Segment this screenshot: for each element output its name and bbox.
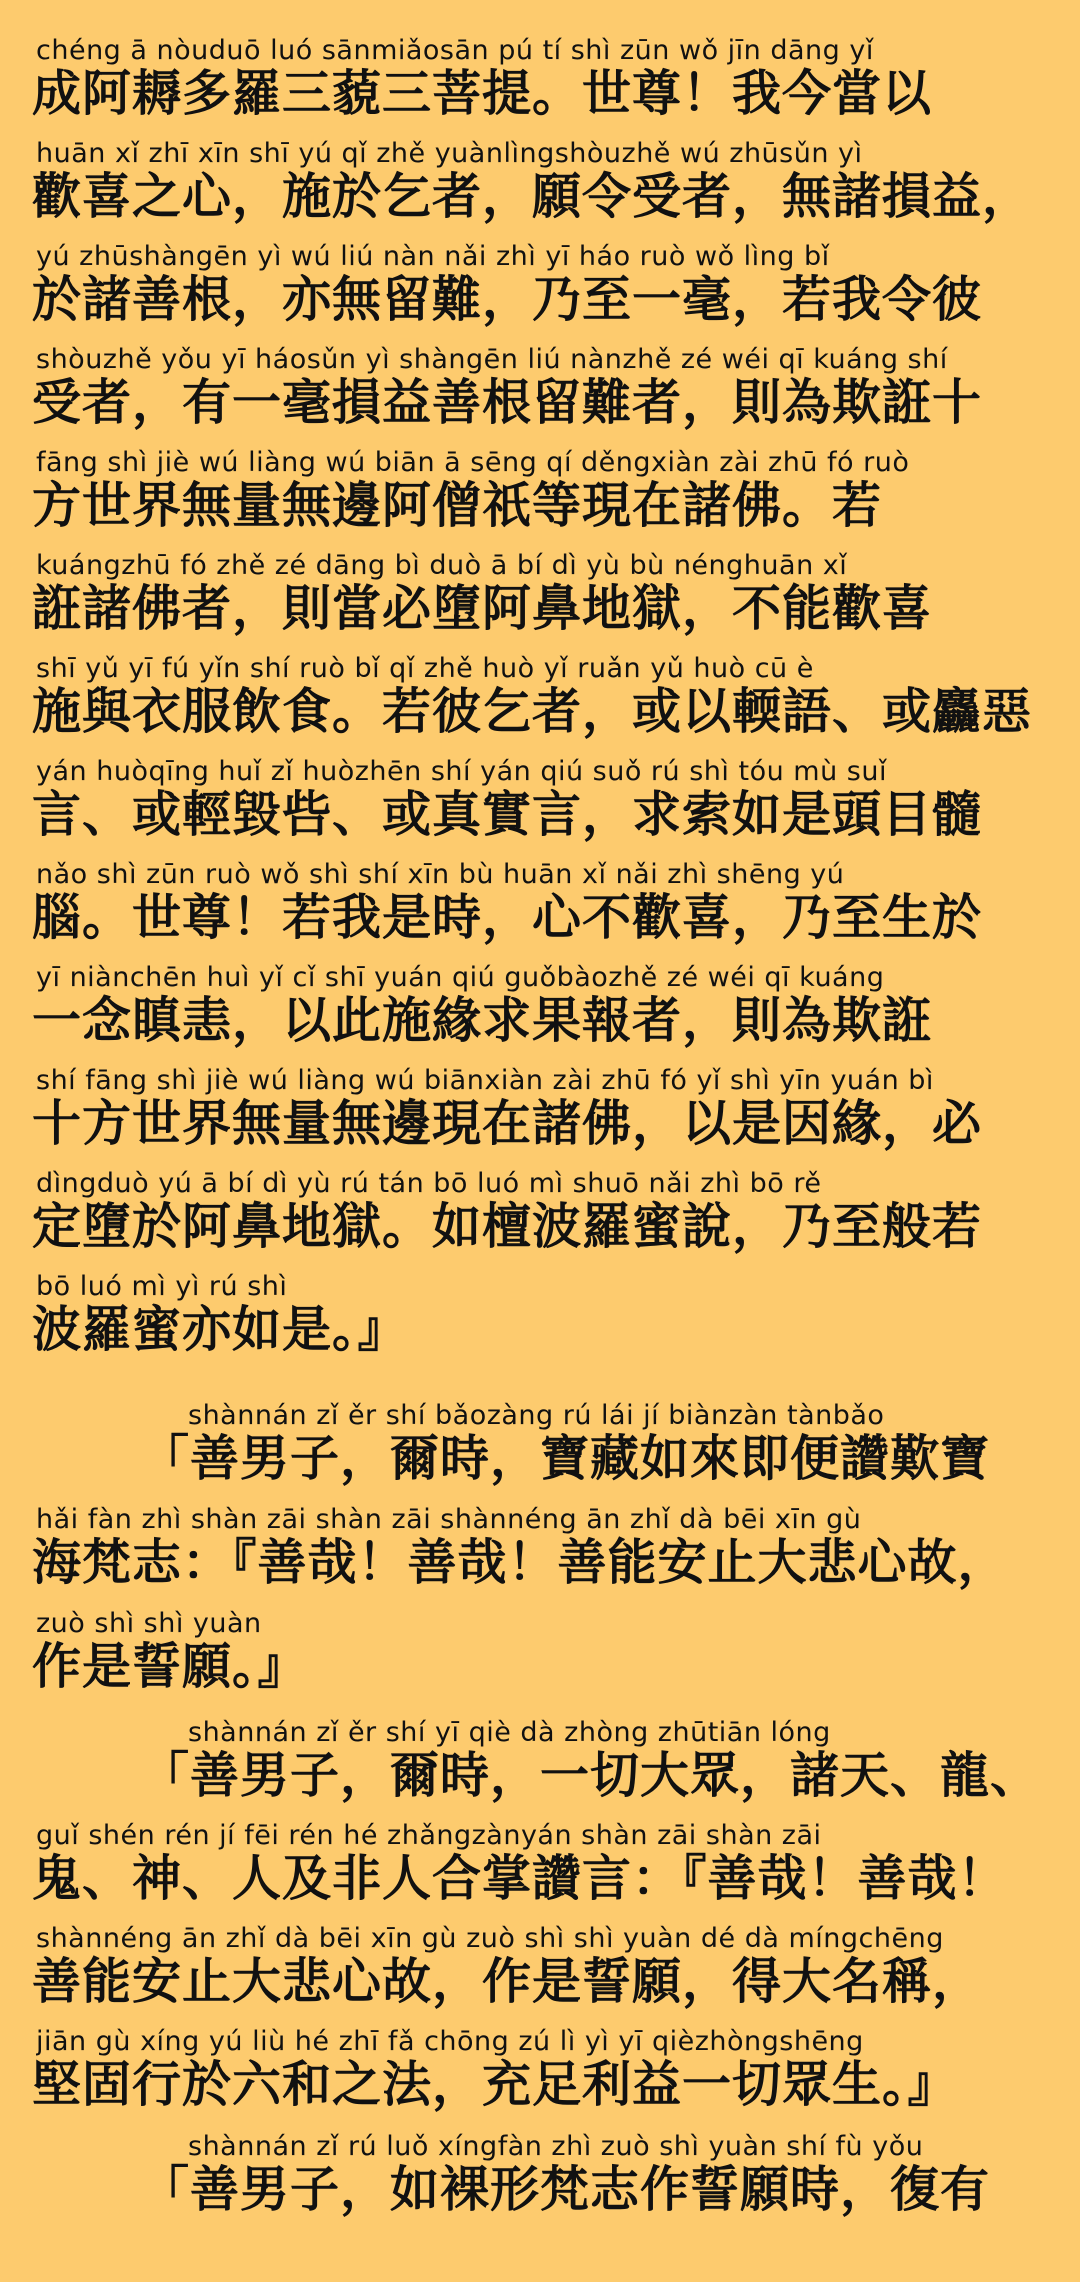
pinyin-row: dìngduò yú ā bí dì yù rú tán bō luó mì shuō nǎi zhì bō rě [36, 1168, 822, 1199]
chinese-row: 言、或輕毀呰、或真實言，求索如是頭目髓 [32, 786, 983, 843]
pinyin-row: shī yǔ yī fú yǐn shí ruò bǐ qǐ zhě huò yǐ ruǎn yǔ huò cū è [36, 653, 814, 684]
chinese-row: 歡喜之心，施於乞者，願令受者，無諸損益， [32, 168, 1033, 225]
chinese-row: 受者，有一毫損益善根留難者，則為欺誑十 [32, 374, 983, 431]
pinyin-row: shànnán zǐ ěr shí bǎozàng rú lái jí biànzàn tànbǎo [188, 1400, 885, 1431]
pinyin-row: kuángzhū fó zhě zé dāng bì duò ā bí dì yù bù nénghuān xǐ [36, 550, 848, 581]
pinyin-row: shànnán zǐ rú luǒ xíngfàn zhì zuò shì yuàn shí fù yǒu [188, 2131, 924, 2162]
pinyin-row: fāng shì jiè wú liàng wú biān ā sēng qí děngxiàn zài zhū fó ruò [36, 447, 910, 478]
pinyin-row: guǐ shén rén jí fēi rén hé zhǎngzànyán shàn zāi shàn zāi [36, 1820, 822, 1851]
chinese-row: 堅固行於六和之法，充足利益一切眾生。』 [32, 2056, 958, 2113]
pinyin-row: shànnéng ān zhǐ dà bēi xīn gù zuò shì shì yuàn dé dà míngchēng [36, 1923, 944, 1954]
chinese-row: 海梵志：『善哉！善哉！善能安止大悲心故， [32, 1534, 1008, 1591]
chinese-row: 於諸善根，亦無留難，乃至一毫，若我令彼 [32, 271, 983, 328]
chinese-row: 十方世界無量無邊現在諸佛，以是因緣，必 [32, 1095, 983, 1152]
pinyin-row: bō luó mì yì rú shì [36, 1271, 288, 1302]
chinese-row: 方世界無量無邊阿僧祇等現在諸佛。若 [32, 477, 883, 534]
chinese-row: 誑諸佛者，則當必墮阿鼻地獄，不能歡喜 [32, 580, 933, 637]
pinyin-row: huān xǐ zhī xīn shī yú qǐ zhě yuànlìngshòuzhě wú zhūsǔn yì [36, 138, 863, 169]
chinese-row: 善能安止大悲心故，作是誓願，得大名稱， [32, 1953, 983, 2010]
chinese-row: 作是誓願。』 [32, 1638, 308, 1695]
chinese-row: 「善男子，爾時，寶藏如來即便讚歎寶 [140, 1430, 991, 1487]
chinese-row: 波羅蜜亦如是。』 [32, 1301, 408, 1358]
chinese-row: 一念瞋恚，以此施緣求果報者，則為欺誑 [32, 992, 933, 1049]
pinyin-row: jiān gù xíng yú liù hé zhī fǎ chōng zú lì yì yī qièzhòngshēng [36, 2026, 864, 2057]
pinyin-row: zuò shì shì yuàn [36, 1608, 262, 1639]
chinese-row: 「善男子，如裸形梵志作誓願時，復有 [140, 2161, 991, 2218]
pinyin-row: shànnán zǐ ěr shí yī qiè dà zhòng zhūtiān lóng [188, 1717, 831, 1748]
chinese-row: 鬼、神、人及非人合掌讚言：『善哉！善哉！ [32, 1850, 1008, 1907]
chinese-row: 成阿耨多羅三藐三菩提。世尊！我今當以 [32, 65, 933, 122]
pinyin-row: chéng ā nòuduō luó sānmiǎosān pú tí shì zūn wǒ jīn dāng yǐ [36, 35, 874, 66]
chinese-row: 施與衣服飲食。若彼乞者，或以輭語、或麤惡 [32, 683, 1033, 740]
chinese-row: 腦。世尊！若我是時，心不歡喜，乃至生於 [32, 889, 983, 946]
pinyin-row: yú zhūshàngēn yì wú liú nàn nǎi zhì yī háo ruò wǒ lìng bǐ [36, 241, 830, 272]
chinese-row: 「善男子，爾時，一切大眾，諸天、龍、 [140, 1747, 1041, 1804]
pinyin-row: shòuzhě yǒu yī háosǔn yì shàngēn liú nànzhě zé wéi qī kuáng shí [36, 344, 948, 375]
chinese-row: 定墮於阿鼻地獄。如檀波羅蜜說，乃至般若 [32, 1198, 983, 1255]
pinyin-row: shí fāng shì jiè wú liàng wú biānxiàn zài zhū fó yǐ shì yīn yuán bì [36, 1065, 934, 1096]
pinyin-row: nǎo shì zūn ruò wǒ shì shí xīn bù huān xǐ nǎi zhì shēng yú [36, 859, 845, 890]
pinyin-row: yán huòqīng huǐ zǐ huòzhēn shí yán qiú suǒ rú shì tóu mù suǐ [36, 756, 887, 787]
pinyin-row: hǎi fàn zhì shàn zāi shàn zāi shànnéng ān zhǐ dà bēi xīn gù [36, 1504, 862, 1535]
pinyin-row: yī niànchēn huì yǐ cǐ shī yuán qiú guǒbàozhě zé wéi qī kuáng [36, 962, 885, 993]
